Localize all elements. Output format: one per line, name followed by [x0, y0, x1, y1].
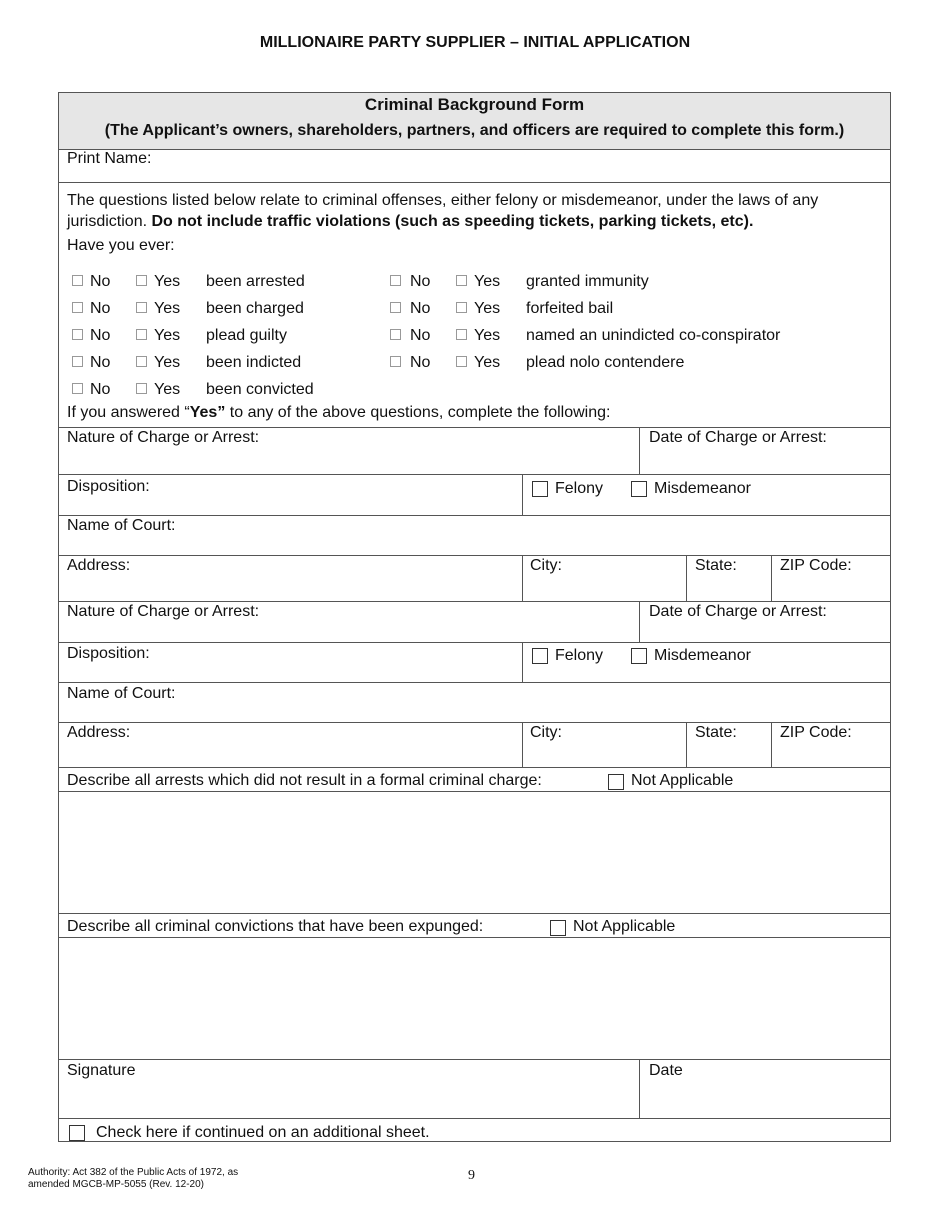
divider — [639, 427, 640, 474]
expunged-description-area[interactable] — [60, 938, 889, 1059]
question-label: been arrested — [206, 273, 305, 290]
no-label: No — [90, 354, 111, 371]
divider — [59, 601, 890, 602]
checkbox-yes-forfeited-bail[interactable] — [456, 302, 467, 313]
checkbox-yes-convicted[interactable] — [136, 383, 147, 394]
divider — [639, 1059, 640, 1118]
no-label: No — [90, 327, 111, 344]
divider — [522, 474, 523, 515]
authority-footer — [28, 1167, 238, 1191]
checkbox-yes-co-conspirator[interactable] — [456, 329, 467, 340]
checkbox-no-charged[interactable] — [72, 302, 83, 313]
name-of-court-label: Name of Court: — [67, 685, 176, 702]
divider — [522, 555, 523, 601]
felony-label: Felony — [555, 480, 604, 497]
divider — [59, 427, 890, 428]
city-label: City: — [530, 724, 562, 741]
divider — [59, 1118, 890, 1119]
address-label: Address: — [67, 557, 131, 574]
felony-checkbox[interactable] — [532, 481, 548, 497]
divider — [59, 515, 890, 516]
zip-code-label: ZIP Code: — [780, 557, 852, 574]
authority-line-2: amended MGCB-MP-5055 (Rev. 12-20) — [28, 1179, 204, 1190]
question-label: been indicted — [206, 354, 302, 371]
no-label: No — [410, 300, 431, 317]
intro-text — [67, 190, 882, 232]
no-label: No — [90, 381, 111, 398]
checkbox-yes-arrested[interactable] — [136, 275, 147, 286]
misdemeanor-checkbox[interactable] — [631, 648, 647, 664]
checkbox-yes-nolo-contendere[interactable] — [456, 356, 467, 367]
checkbox-yes-charged[interactable] — [136, 302, 147, 313]
document-title: MILLIONAIRE PARTY SUPPLIER – INITIAL APPLICATION — [259, 34, 691, 51]
if-yes-pre: If you answered “ — [67, 404, 190, 421]
divider — [771, 555, 772, 601]
disposition-label: Disposition: — [67, 645, 150, 662]
divider — [686, 722, 687, 767]
intro-plain: The questions listed below relate to criminal offenses, either felony or misdemeanor, under the laws of any jurisdiction. — [67, 192, 819, 230]
form-subtitle: (The Applicant’s owners, shareholders, partners, and officers are required to complete this form.) — [104, 122, 845, 139]
divider — [59, 555, 890, 556]
form-title: Criminal Background Form — [364, 95, 585, 114]
divider — [59, 642, 890, 643]
divider — [59, 474, 890, 475]
yes-label: Yes — [154, 300, 181, 317]
nature-of-charge-label: Nature of Charge or Arrest: — [67, 603, 260, 620]
divider — [639, 601, 640, 642]
no-label: No — [410, 327, 431, 344]
yes-label: Yes — [154, 354, 181, 371]
checkbox-no-nolo-contendere[interactable] — [390, 356, 401, 367]
print-name-label: Print Name: — [67, 150, 152, 167]
felony-checkbox[interactable] — [532, 648, 548, 664]
checkbox-no-arrested[interactable] — [72, 275, 83, 286]
page-number: 9 — [468, 1168, 475, 1183]
yes-label: Yes — [474, 300, 501, 317]
no-label: No — [90, 300, 111, 317]
arrests-no-charge-label: Describe all arrests which did not result in a formal criminal charge: — [67, 772, 542, 789]
not-applicable-label: Not Applicable — [631, 772, 734, 789]
checkbox-yes-indicted[interactable] — [136, 356, 147, 367]
date-of-charge-label: Date of Charge or Arrest: — [649, 429, 827, 446]
date-label: Date — [649, 1062, 683, 1079]
question-label: granted immunity — [526, 273, 649, 290]
city-label: City: — [530, 557, 562, 574]
arrests-not-applicable-checkbox[interactable] — [608, 774, 624, 790]
divider — [59, 913, 890, 914]
zip-code-label: ZIP Code: — [780, 724, 852, 741]
no-label: No — [410, 354, 431, 371]
yes-label: Yes — [154, 273, 181, 290]
yes-label: Yes — [474, 273, 501, 290]
have-you-ever-label: Have you ever: — [67, 237, 175, 254]
if-yes-instruction — [67, 404, 610, 422]
question-label: been charged — [206, 300, 304, 317]
checkbox-no-immunity[interactable] — [390, 275, 401, 286]
continued-checkbox[interactable] — [69, 1125, 85, 1141]
date-of-charge-label: Date of Charge or Arrest: — [649, 603, 827, 620]
divider — [771, 722, 772, 767]
question-label: named an unindicted co-conspirator — [526, 327, 781, 344]
date-field[interactable] — [641, 1080, 889, 1116]
signature-field[interactable] — [60, 1080, 638, 1116]
if-yes-post: to any of the above questions, complete the following: — [225, 404, 611, 421]
yes-label: Yes — [154, 381, 181, 398]
address-label: Address: — [67, 724, 131, 741]
divider — [59, 682, 890, 683]
checkbox-no-convicted[interactable] — [72, 383, 83, 394]
yes-label: Yes — [474, 327, 501, 344]
divider — [59, 767, 890, 768]
signature-label: Signature — [67, 1062, 136, 1079]
print-name-field[interactable] — [160, 150, 880, 180]
question-label: forfeited bail — [526, 300, 614, 317]
expunged-convictions-label: Describe all criminal convictions that have been expunged: — [67, 918, 484, 935]
state-label: State: — [695, 724, 737, 741]
authority-line-1: Authority: Act 382 of the Public Acts of 1972, as — [28, 1167, 239, 1178]
nature-of-charge-label: Nature of Charge or Arrest: — [67, 429, 260, 446]
felony-label: Felony — [555, 647, 604, 664]
question-label: plead guilty — [206, 327, 287, 344]
no-label: No — [90, 273, 111, 290]
expunged-not-applicable-checkbox[interactable] — [550, 920, 566, 936]
question-label: been convicted — [206, 381, 314, 398]
name-of-court-label: Name of Court: — [67, 517, 176, 534]
divider — [59, 1059, 890, 1060]
continued-label: Check here if continued on an additional sheet. — [96, 1124, 430, 1141]
checkbox-no-forfeited-bail[interactable] — [390, 302, 401, 313]
divider — [522, 722, 523, 767]
yes-label: Yes — [154, 327, 181, 344]
not-applicable-label: Not Applicable — [573, 918, 676, 935]
no-label: No — [410, 273, 431, 290]
checkbox-no-co-conspirator[interactable] — [390, 329, 401, 340]
if-yes-bold: Yes” — [189, 404, 226, 421]
misdemeanor-checkbox[interactable] — [631, 481, 647, 497]
arrests-description-area[interactable] — [60, 792, 889, 913]
checkbox-no-plead-guilty[interactable] — [72, 329, 83, 340]
state-label: State: — [695, 557, 737, 574]
misdemeanor-label: Misdemeanor — [654, 647, 751, 664]
checkbox-yes-immunity[interactable] — [456, 275, 467, 286]
divider — [686, 555, 687, 601]
divider — [59, 722, 890, 723]
checkbox-yes-plead-guilty[interactable] — [136, 329, 147, 340]
divider — [59, 182, 890, 183]
disposition-label: Disposition: — [67, 478, 150, 495]
misdemeanor-label: Misdemeanor — [654, 480, 751, 497]
yes-label: Yes — [474, 354, 501, 371]
checkbox-no-indicted[interactable] — [72, 356, 83, 367]
divider — [522, 642, 523, 682]
intro-bold: Do not include traffic violations (such as speeding tickets, parking tickets, etc). — [151, 213, 754, 230]
question-label: plead nolo contendere — [526, 354, 685, 371]
